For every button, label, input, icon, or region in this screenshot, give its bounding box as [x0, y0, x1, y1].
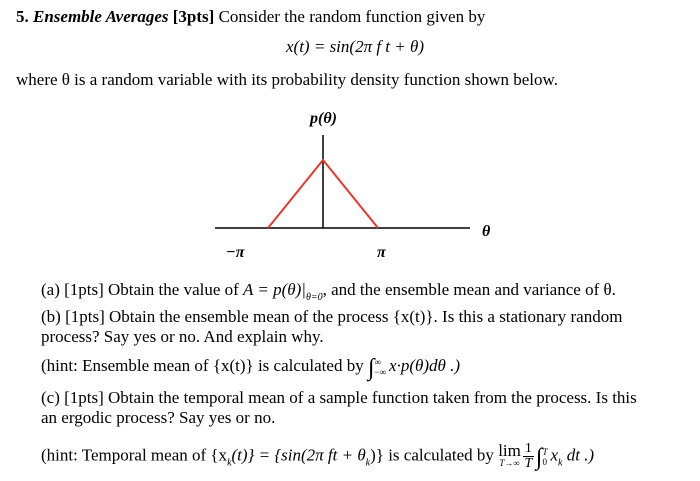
- part-b-label: (b) [1pts]: [41, 307, 105, 326]
- part-a-text-2: , and the ensemble mean and variance of θ.: [322, 280, 616, 299]
- x-axis-label: θ: [482, 223, 491, 240]
- part-c-hint-1: (hint: Temporal mean of {x: [41, 445, 228, 465]
- part-b-hint-1: (hint: Ensemble mean of {x(t)} is calculated by: [41, 356, 364, 375]
- part-b-text-1: Obtain the ensemble mean of the process {x(t)}. Is this a stationary random: [108, 307, 623, 326]
- part-b-line-2: process? Say yes or no. And explain why.: [41, 327, 324, 346]
- random-function-equation: x(t) = sin(2π f t + θ): [286, 37, 425, 56]
- part-b-line-1: [41, 307, 622, 327]
- part-c-line-1: [41, 388, 637, 408]
- right-tick-label: π: [377, 244, 386, 261]
- part-b-hint: [41, 355, 461, 381]
- part-a: [41, 280, 616, 308]
- part-b-hint-2: x·p(θ)dθ .): [389, 356, 461, 375]
- lim-sub: T→∞: [499, 457, 520, 468]
- problem-intro: Consider the random function given by: [218, 7, 486, 26]
- frac-den: T: [524, 456, 533, 471]
- problem-points: [3pts]: [172, 7, 215, 26]
- integral-sign-2: ∫: [535, 444, 543, 471]
- part-c-k3: k: [558, 457, 563, 469]
- left-tick-label: −π: [226, 244, 245, 261]
- part-c-hint: [41, 442, 594, 473]
- problem-title: Ensemble Averages: [33, 7, 169, 26]
- part-a-sub: θ=0: [305, 292, 323, 303]
- part-a-expr: A = p(θ)|: [243, 280, 306, 299]
- int2-upper: T: [542, 446, 548, 457]
- limit-expr: [498, 440, 521, 469]
- int-lower: −∞: [374, 367, 387, 378]
- part-c-k1: k: [227, 457, 232, 469]
- frac-num: 1: [524, 441, 532, 456]
- part-c-label: (c) [1pts]: [41, 388, 104, 407]
- y-axis-label: p(θ): [310, 110, 337, 127]
- part-c-hint-2: (t)} = {sin(2π ft + θ: [231, 445, 366, 465]
- lim-word: lim: [498, 440, 521, 460]
- part-a-label: (a) [1pts]: [41, 280, 104, 299]
- part-c-line-2: an ergodic process? Say yes or no.: [41, 408, 276, 427]
- part-c-hint-4: x: [550, 445, 558, 465]
- part-c-text-1: Obtain the temporal mean of a sample function taken from the process. Is this: [108, 388, 637, 407]
- part-c-hint-3: )} is calculated by: [370, 445, 494, 465]
- part-a-text-1: Obtain the value of: [108, 280, 239, 299]
- part-c-hint-5: dt .): [566, 445, 595, 465]
- part-c-k2: k: [365, 457, 371, 469]
- problem-number: 5.: [16, 7, 29, 26]
- where-text: where θ is a random variable with its probability density function shown below.: [16, 70, 558, 89]
- one-over-t: [523, 442, 534, 471]
- int2-lower: 0: [542, 456, 547, 467]
- int-upper: ∞: [374, 357, 381, 368]
- integral-sign: ∫: [367, 355, 375, 381]
